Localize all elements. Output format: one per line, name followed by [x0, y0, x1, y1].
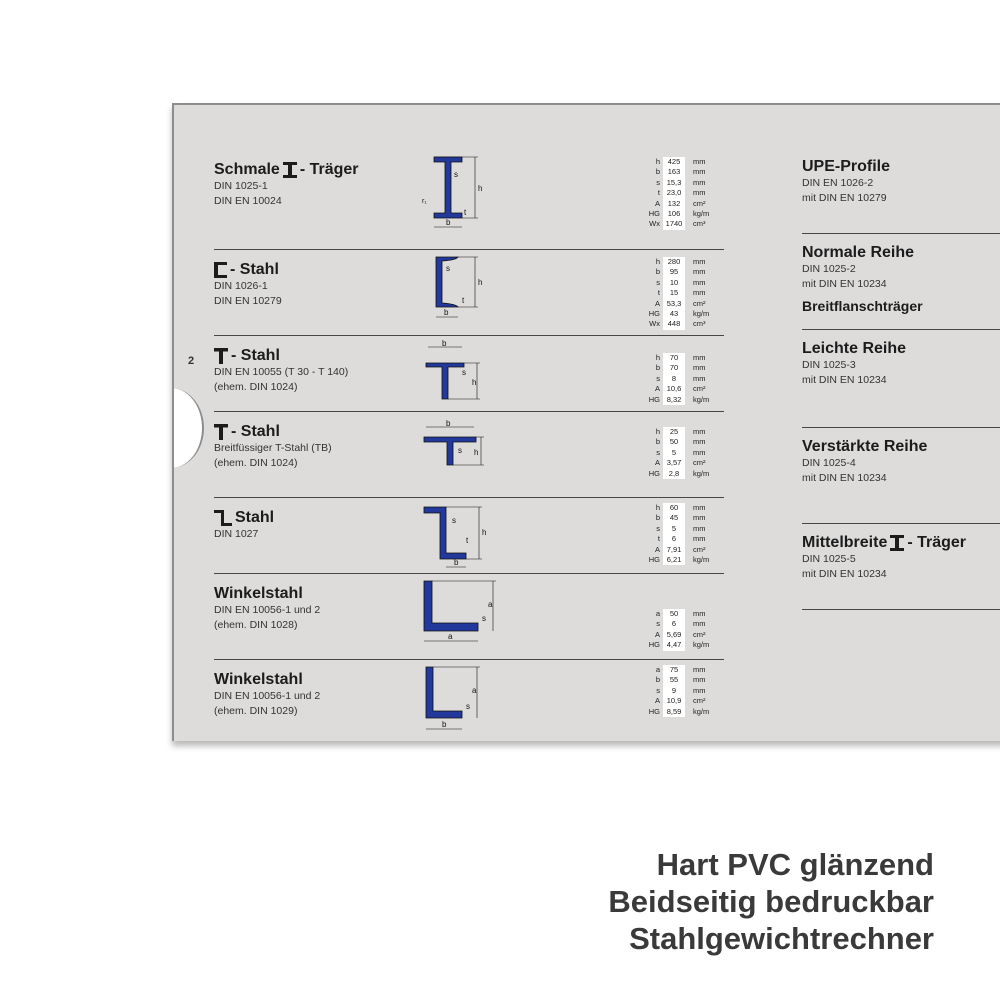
value-row: b 55 mm [655, 675, 706, 685]
value-row: b 50 mm [655, 437, 706, 447]
value-row: Wx 448 cm³ [649, 319, 706, 329]
values-table [644, 157, 717, 230]
norm-line: DIN EN 10056-1 und 2 [214, 690, 321, 702]
value-row: Wx 1740 cm³ [649, 219, 706, 229]
dim-label-s: s [454, 170, 458, 179]
c-channel-drawing [422, 253, 492, 325]
svg-text:t: t [462, 296, 465, 305]
section-divider [214, 335, 724, 336]
norm-line: DIN EN 10279 [214, 295, 282, 307]
value-row: s 5 mm [656, 447, 706, 457]
norm-line: DIN EN 10056-1 und 2 [214, 604, 321, 616]
norm-line: DIN EN 10024 [214, 195, 282, 207]
value-row: t 15 mm [657, 288, 706, 298]
entry-title: Verstärkte Reihe [802, 438, 928, 455]
t-profile-icon [214, 424, 228, 440]
svg-text:s: s [458, 446, 462, 455]
i-beam-drawing [422, 153, 492, 235]
svg-text:s: s [462, 368, 466, 377]
unequal-angle-drawing [422, 663, 502, 737]
value-row: A 132 cm² [654, 198, 706, 208]
value-row: b 163 mm [655, 167, 706, 177]
norm-line: DIN 1026-1 [214, 280, 268, 292]
value-row: A 53,3 cm² [654, 298, 706, 308]
right-divider [802, 233, 1000, 234]
norm-line: (ehem. DIN 1029) [214, 705, 298, 717]
value-row: HG 43 kg/m [648, 308, 710, 318]
values-table [644, 427, 717, 479]
values-table [644, 665, 717, 717]
section-title: - Stahl [214, 261, 724, 279]
value-row: s 8 mm [656, 373, 706, 383]
slide-rule-board [172, 103, 1000, 741]
right-entry-normale-reihe: Normale Reihe DIN 1025-2 mit DIN EN 10234 Breitflanschträger [802, 243, 1000, 314]
section-divider [214, 249, 724, 250]
svg-text:a: a [488, 600, 493, 609]
svg-text:t: t [466, 536, 469, 545]
value-row: h 60 mm [655, 503, 706, 512]
norm-line: Breitfüssiger T-Stahl (TB) [214, 442, 332, 454]
value-row: s 15,3 mm [656, 177, 706, 187]
dim-label-b: b [446, 218, 451, 227]
caption-line: Beidseitig bedruckbar [608, 884, 934, 919]
norm-line: DIN 1025-1 [214, 180, 268, 192]
value-row: HG 8,32 kg/m [648, 394, 710, 404]
i-beam-icon [283, 162, 297, 178]
dim-label-t: t [464, 208, 467, 217]
value-row: b 45 mm [655, 513, 706, 523]
value-row: A 5,69 cm² [654, 629, 706, 639]
section-divider [214, 497, 724, 498]
norm-line: (ehem. DIN 1024) [214, 381, 298, 393]
svg-text:s: s [482, 614, 486, 623]
right-divider [802, 329, 1000, 330]
norm-line: DIN 1027 [214, 528, 259, 540]
section-title: - Stahl [214, 347, 724, 365]
svg-text:s: s [466, 702, 470, 711]
svg-text:s: s [446, 264, 450, 273]
right-divider [802, 523, 1000, 524]
value-row: t 6 mm [657, 534, 706, 544]
page-number: 2 [188, 355, 195, 367]
value-row: A 7,91 cm² [654, 544, 706, 554]
value-row: a 50 mm [655, 609, 706, 618]
value-row: HG 4,47 kg/m [648, 640, 710, 650]
section-divider [214, 411, 724, 412]
value-row: b 70 mm [655, 363, 706, 373]
thumb-notch [172, 388, 204, 468]
section-title: Schmale - Träger [214, 161, 359, 178]
value-row: A 10,9 cm² [654, 696, 706, 706]
svg-text:a: a [448, 632, 453, 641]
svg-text:a: a [472, 686, 477, 695]
svg-text:h: h [482, 528, 487, 537]
value-row: a 75 mm [655, 665, 706, 674]
value-row: t 23,0 mm [657, 188, 706, 198]
section-title: Winkelstahl [214, 585, 303, 602]
norm-line: (ehem. DIN 1028) [214, 619, 298, 631]
entry-subtitle: Breitflanschträger [802, 298, 923, 314]
z-profile-icon [214, 510, 232, 526]
svg-text:b: b [454, 558, 459, 567]
right-divider [802, 609, 1000, 610]
value-row: h 425 mm [655, 157, 706, 166]
value-row: HG 6,21 kg/m [648, 554, 710, 564]
values-table [644, 503, 717, 565]
value-row: s 5 mm [656, 523, 706, 533]
c-channel-icon [214, 262, 227, 278]
caption-line: Hart PVC glänzend [656, 847, 934, 882]
entry-title: Mittelbreite - Träger [802, 534, 967, 551]
section-title: Stahl [214, 509, 724, 527]
value-row: A 10,6 cm² [654, 384, 706, 394]
entry-title: Normale Reihe [802, 244, 915, 261]
values-table [644, 353, 717, 405]
section-divider [214, 659, 724, 660]
right-divider [802, 427, 1000, 428]
value-row: s 6 mm [656, 619, 706, 629]
product-caption [608, 846, 934, 957]
values-table [644, 257, 717, 330]
svg-text:h: h [472, 378, 477, 387]
entry-title: UPE-Profile [802, 158, 891, 175]
i-beam-icon [890, 535, 904, 551]
tb-profile-drawing [422, 419, 492, 469]
value-row: HG 106 kg/m [648, 208, 710, 218]
right-entry-mittelbreite: Mittelbreite - Träger DIN 1025-5 mit DIN EN 10234 [802, 533, 1000, 582]
svg-text:b: b [442, 339, 447, 348]
right-entry-leichte-reihe: Leichte Reihe DIN 1025-3 mit DIN EN 10234 [802, 339, 1000, 388]
value-row: s 10 mm [656, 277, 706, 287]
svg-text:s: s [452, 516, 456, 525]
value-row: h 25 mm [655, 427, 706, 436]
value-row: s 9 mm [656, 685, 706, 695]
entry-title: Leichte Reihe [802, 340, 907, 357]
svg-text:b: b [444, 308, 449, 317]
equal-angle-drawing [422, 577, 502, 653]
values-table [644, 609, 717, 651]
right-entry-upe: UPE-Profile DIN EN 1026-2 mit DIN EN 10279 [802, 157, 1000, 206]
section-title: Winkelstahl [214, 671, 303, 688]
value-row: HG 2,8 kg/m [648, 468, 710, 478]
caption-line: Stahlgewichtrechner [629, 921, 934, 956]
value-row: b 95 mm [655, 267, 706, 277]
value-row: h 280 mm [655, 257, 706, 266]
value-row: HG 8,59 kg/m [648, 706, 710, 716]
section-divider [214, 573, 724, 574]
norm-line: DIN EN 10055 (T 30 - T 140) [214, 366, 349, 378]
t-profile-drawing [422, 339, 492, 405]
z-profile-drawing [422, 503, 494, 573]
svg-text:b: b [442, 720, 447, 729]
section-title: - Stahl [214, 423, 724, 441]
dim-label-r: r₁ [422, 198, 427, 205]
dim-label-h: h [478, 184, 483, 193]
value-row: h 70 mm [655, 353, 706, 362]
right-entry-verstaerkte-reihe: Verstärkte Reihe DIN 1025-4 mit DIN EN 10234 [802, 437, 1000, 486]
value-row: A 3,57 cm² [654, 458, 706, 468]
svg-text:h: h [474, 448, 479, 457]
norm-line: (ehem. DIN 1024) [214, 457, 298, 469]
t-profile-icon [214, 348, 228, 364]
svg-text:b: b [446, 419, 451, 428]
svg-text:h: h [478, 278, 483, 287]
